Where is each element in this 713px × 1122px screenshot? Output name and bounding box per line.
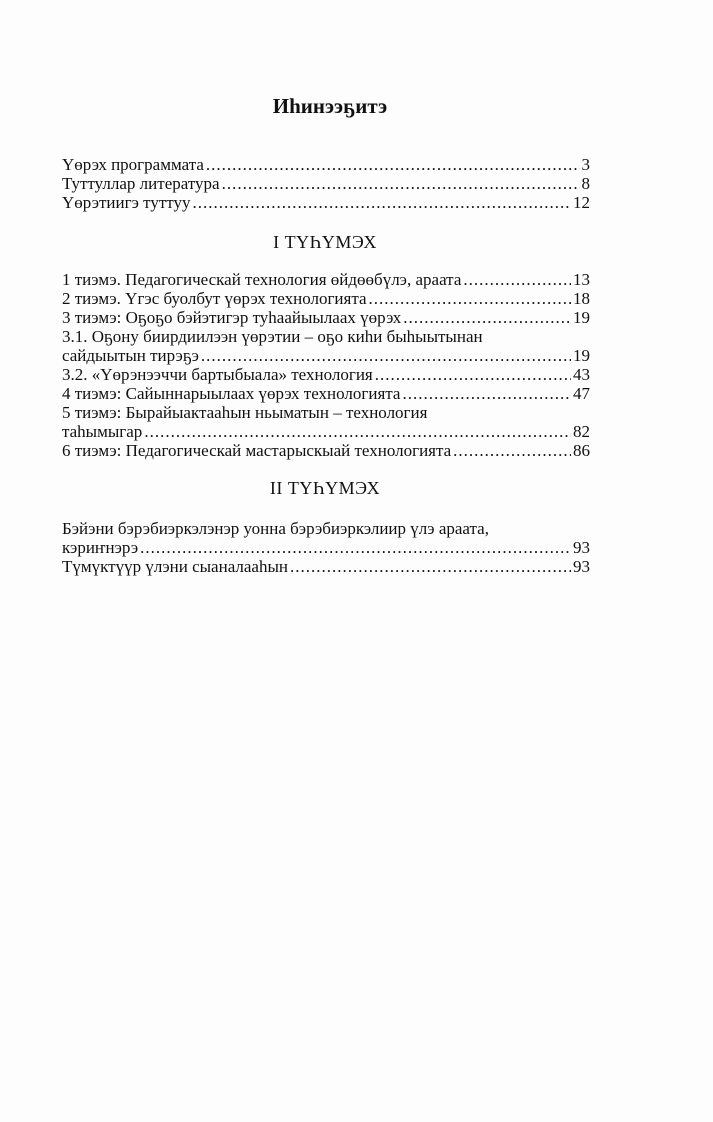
toc-entry-title-line1: 5 тиэмэ: Бырайыактааһын ньыматын – технология <box>62 403 428 422</box>
toc-entry-title: сайдыытын тирэҕэ <box>62 346 199 365</box>
toc-entry-title: Түмүктүүр үлэни сыаналааһын <box>62 557 288 576</box>
toc-entry-title: 6 тиэмэ: Педагогическай мастарыскыай технологията <box>62 441 452 460</box>
toc-entry <box>62 365 590 384</box>
toc-page-number: 8 <box>581 174 590 193</box>
toc-page-number: 19 <box>573 346 590 365</box>
toc-section2-list <box>62 519 590 576</box>
toc-entry-title: 3.2. «Үөрэнээччи бартыбыала» технология <box>62 365 373 384</box>
toc-leader <box>375 365 571 384</box>
toc-page-number: 93 <box>573 538 590 557</box>
toc-entry-title: 3 тиэмэ: Оҕоҕо бэйэтигэр туһаайыылаах үөрэх <box>62 308 402 327</box>
toc-leader <box>144 422 571 441</box>
toc-entry <box>62 308 590 327</box>
toc-leader <box>290 557 571 576</box>
toc-entry-title: таһымыгар <box>62 422 143 441</box>
toc-entry-title-line1: Бэйэни бэрэбиэркэлэнэр уонна бэрэбиэркэлиир үлэ араата, <box>62 519 489 538</box>
toc-page-number: 19 <box>573 308 590 327</box>
toc-page-number: 47 <box>573 384 590 403</box>
toc-entry-title: 4 тиэмэ: Сайыннарыылаах үөрэх технологията <box>62 384 401 403</box>
toc-entry-title: кэриҥнэрэ <box>62 538 139 557</box>
toc-entry-title-line1: 3.1. Оҕону биирдиилээн үөрэтии – оҕо киһи быһыытынан <box>62 327 483 346</box>
toc-entry <box>62 346 590 365</box>
toc-leader <box>453 441 571 460</box>
toc-leader <box>403 308 571 327</box>
toc-page-number: 13 <box>573 270 590 289</box>
toc-page-number: 82 <box>573 422 590 441</box>
toc-page-number: 43 <box>573 365 590 384</box>
toc-entry <box>62 174 590 193</box>
toc-entry-title: Үөрэх программата <box>62 155 204 174</box>
toc-entry <box>62 193 590 212</box>
toc-entry <box>62 557 590 576</box>
toc-page-number: 18 <box>573 289 590 308</box>
toc-intro-list <box>62 155 590 212</box>
toc-entry <box>62 422 590 441</box>
toc-page-number: 93 <box>573 557 590 576</box>
toc-leader <box>369 289 571 308</box>
toc-leader <box>222 174 580 193</box>
toc-entry <box>62 441 590 460</box>
toc-page-number: 12 <box>573 193 590 212</box>
toc-section1-list <box>62 270 590 460</box>
section-heading: II ТҮҺҮМЭХ <box>269 478 381 498</box>
toc-page-number: 3 <box>581 155 590 174</box>
toc-leader <box>192 193 571 212</box>
page-title: Иһинээҕитэ <box>272 94 388 118</box>
toc-entry <box>62 289 590 308</box>
toc-leader <box>402 384 571 403</box>
toc-entry <box>62 384 590 403</box>
toc-leader <box>206 155 580 174</box>
toc-entry <box>62 155 590 174</box>
toc-leader <box>463 270 571 289</box>
toc-leader <box>140 538 571 557</box>
toc-entry <box>62 538 590 557</box>
section-heading: I ТҮҺҮМЭХ <box>273 232 377 252</box>
toc-entry-title: Туттуллар литература <box>62 174 220 193</box>
toc-entry <box>62 270 590 289</box>
toc-entry-title: Үөрэтиигэ туттуу <box>62 193 191 212</box>
toc-entry-title: 1 тиэмэ. Педагогическай технология өйдөөбүлэ, араата <box>62 270 462 289</box>
toc-page-number: 86 <box>573 441 590 460</box>
toc-leader <box>201 346 571 365</box>
toc-entry-title: 2 тиэмэ. Үгэс буолбут үөрэх технологията <box>62 289 367 308</box>
